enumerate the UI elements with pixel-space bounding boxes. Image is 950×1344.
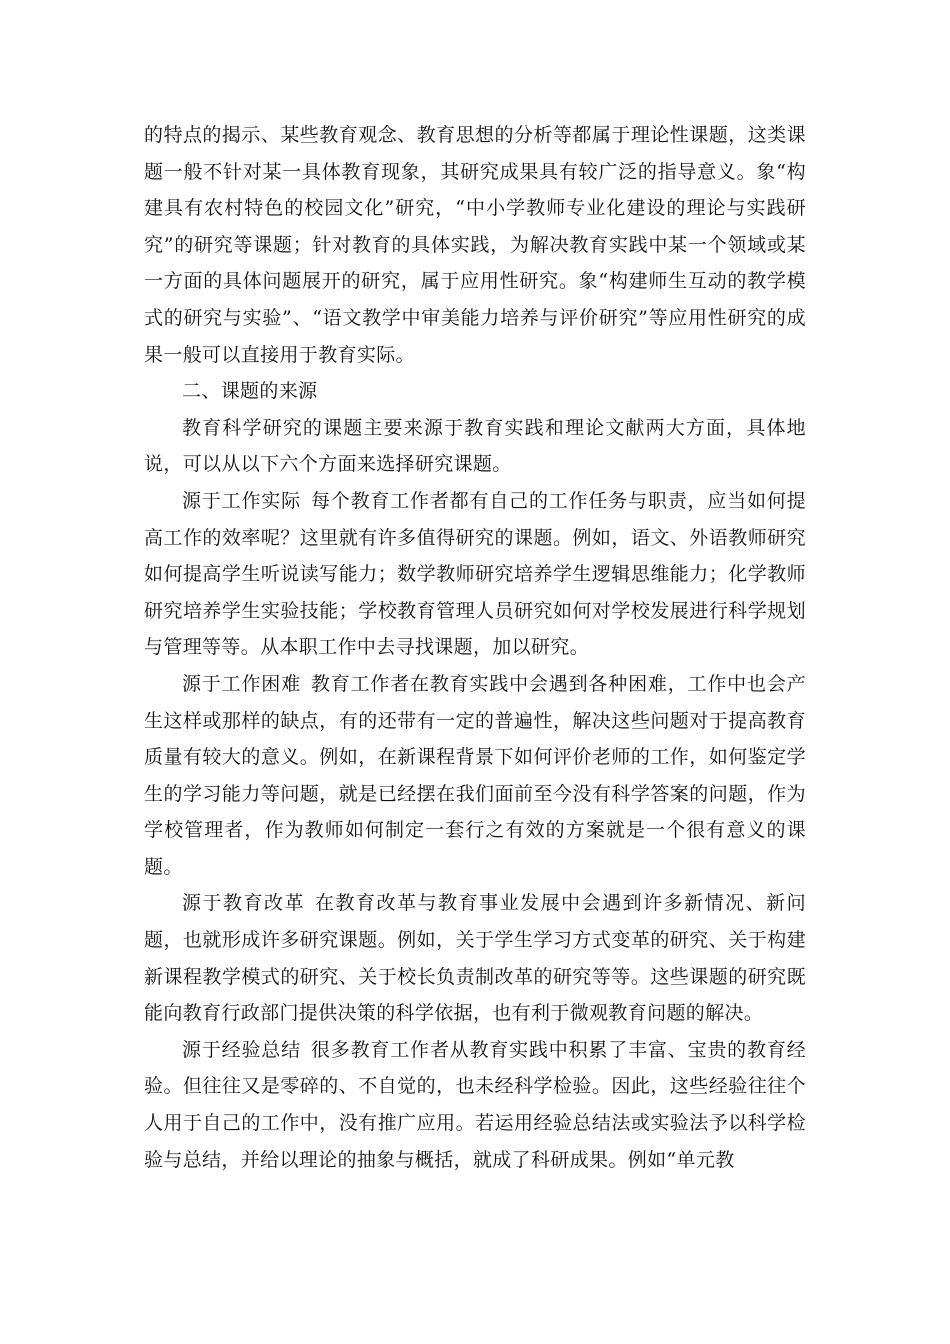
section-heading: 二、课题的来源 <box>182 380 318 403</box>
source-lead-work-difficulty: 源于工作困难 <box>182 672 301 695</box>
source-lead-work-practice: 源于工作实际 <box>182 489 301 512</box>
source-text-work-practice: 每个教育工作者都有自己的工作任务与职责，应当如何提高工作的效率呢？这里就有许多值得研究的课题。例如，语文、外语教师研究如何提高学生听说读写能力；数学教师研究培养学生逻辑思维能力；化学教师研究培养学生实验技能；学校教育管理人员研究如何对学校发展进行科学规划与管理等等。从本职工作中去寻找课题，加以研究。 <box>144 489 806 659</box>
source-lead-experience-summary: 源于经验总结 <box>182 1038 301 1061</box>
section-intro-paragraph: 教育科学研究的课题主要来源于教育实践和理论文献两大方面，具体地说，可以从以下六个方面来选择研究课题。 <box>144 416 806 476</box>
source-paragraph-work-difficulty <box>144 666 806 886</box>
document-body <box>144 117 806 1178</box>
source-lead-education-reform: 源于教育改革 <box>182 892 306 915</box>
source-text-work-difficulty: 教育工作者在教育实践中会遇到各种困难，工作中也会产生这样或那样的缺点，有的还带有一定的普遍性，解决这些问题对于提高教育质量有较大的意义。例如，在新课程背景下如何评价老师的工作，如何鉴定学生的学习能力等问题，就是已经摆在我们面前至今没有科学答案的问题，作为学校管理者，作为教师如何制定一套行之有效的方案就是一个很有意义的课题。 <box>144 672 806 878</box>
source-text-experience-summary: 很多教育工作者从教育实践中积累了丰富、宝贵的教育经验。但往往又是零碎的、不自觉的，也未经科学检验。因此，这些经验往往个人用于自己的工作中，没有推广应用。若运用经验总结法或实验法予以科学检验与总结，并给以理论的抽象与概括，就成了科研成果。例如“单元教 <box>144 1038 806 1171</box>
source-paragraph-work-practice <box>144 483 806 666</box>
intro-paragraph: 的特点的揭示、某些教育观念、教育思想的分析等都属于理论性课题，这类课题一般不针对某一具体教育现象，其研究成果具有较广泛的指导意义。象“构建具有农村特色的校园文化”研究，“中小学教师专业化建设的理论与实践研究”的研究等课题；针对教育的具体实践，为解决教育实践中某一个领域或某一方面的具体问题展开的研究，属于应用性研究。象“构建师生互动的教学模式的研究与实验”、“语文教学中审美能力培养与评价研究”等应用性研究的成果一般可以直接用于教育实际。 <box>144 124 806 366</box>
source-paragraph-experience-summary <box>144 1032 806 1178</box>
source-text-education-reform: 在教育改革与教育事业发展中会遇到许多新情况、新问题，也就形成许多研究课题。例如，关于学生学习方式变革的研究、关于构建新课程教学模式的研究、关于校长负责制改革的研究等等。这些课题的研究既能向教育行政部门提供决策的科学依据，也有利于微观教育问题的解决。 <box>144 892 806 1025</box>
source-paragraph-education-reform <box>144 885 806 1031</box>
